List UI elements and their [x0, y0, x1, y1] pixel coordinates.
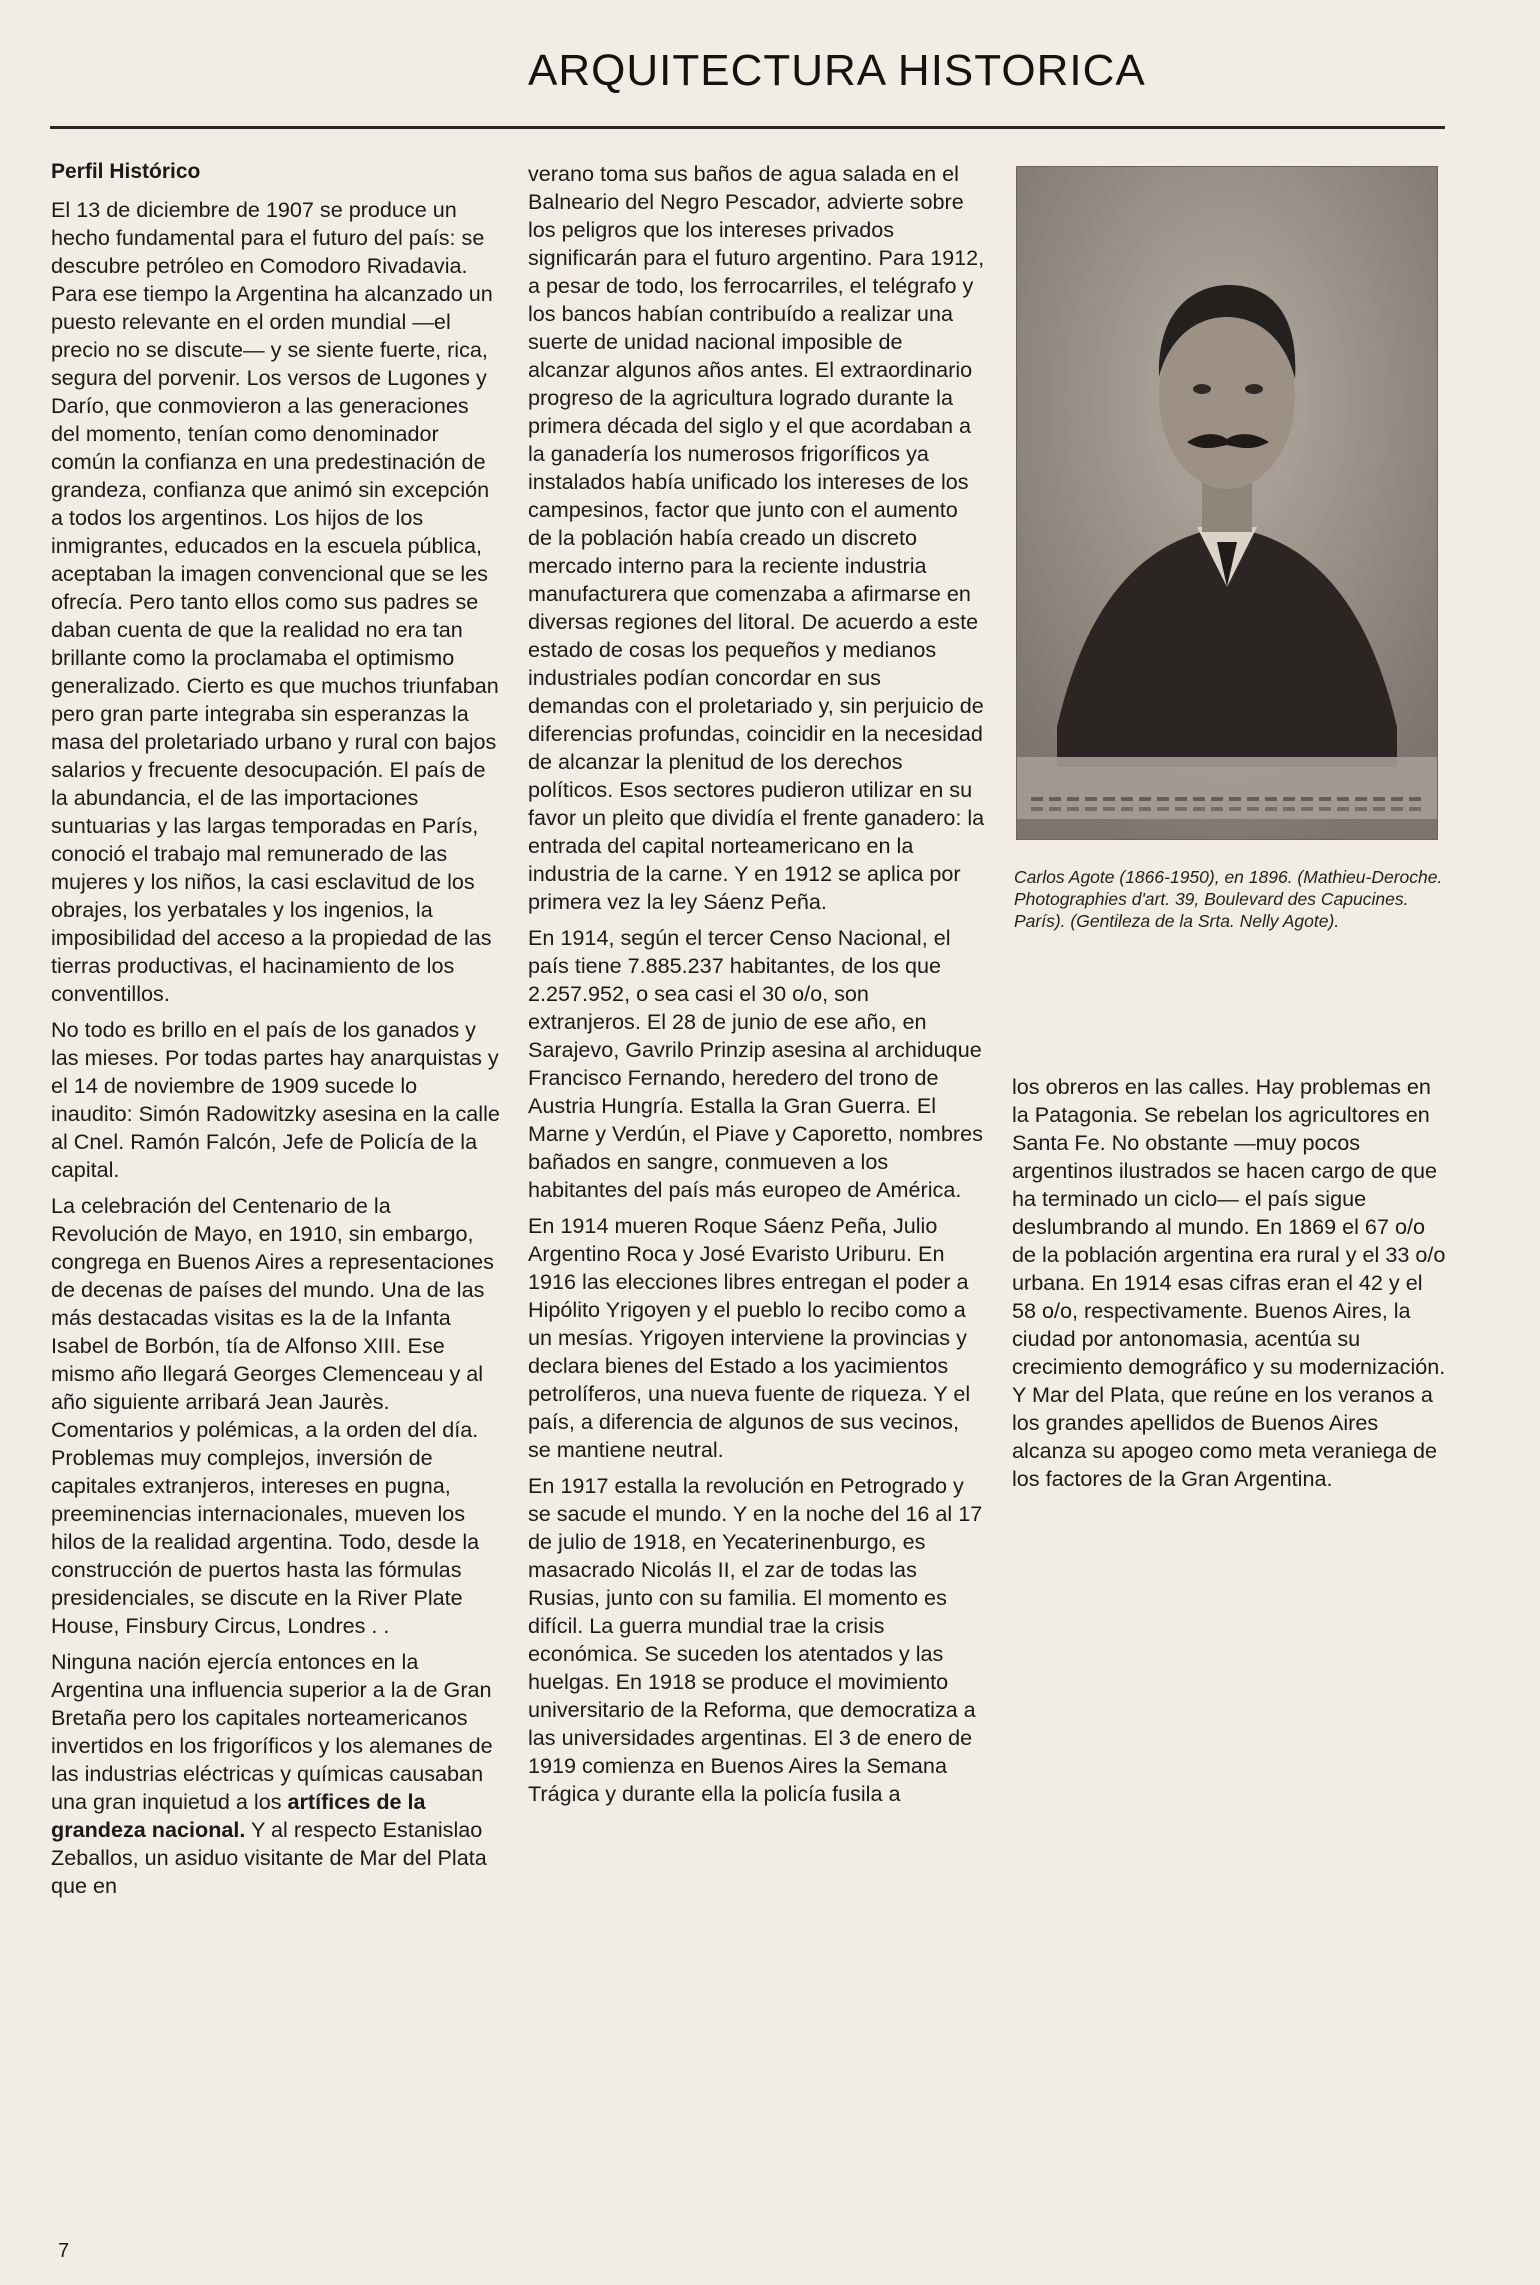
- paragraph: los obreros en las calles. Hay problemas en la Patagonia. Se rebelan los agricultores en Santa Fe. No obstante —muy pocos argentinos ilustrados se hacen cargo de que ha terminado un ciclo— el país sigue deslumbrando al mundo. En 1869 el 67 o/o de la población argentina era rural y el 33 o/o urbana. En 1914 esas cifras eran el 42 y el 58 o/o, respectivamente. Buenos Aires, la ciudad por antonomasia, acentúa su crecimiento demográfico y su modernización. Y Mar del Plata, que reúne en los veranos a los grandes apellidos de Buenos Aires alcanza su apogeo como meta veraniega de los factores de la Gran Argentina.: [1012, 1074, 1446, 1491]
- paragraph: No todo es brillo en el país de los ganados y las mieses. Por todas partes hay anarquistas y el 14 de noviembre de 1909 sucede lo inaudito: Simón Radowitzky asesina en la calle al Cnel. Ramón Falcón, Jefe de Policía de la capital.: [51, 1017, 500, 1182]
- paragraph-text: Y al respecto Estanislao Zeballos, un asiduo visitante de Mar del Plata que en: [51, 1817, 487, 1898]
- photo-caption: Carlos Agote (1866-1950), en 1896. (Mathieu-Deroche. Photographies d'art. 39, Boulevard des Capucines. París). (Gentileza de la Srta. Nelly Agote).: [1014, 867, 1443, 931]
- paragraph: El 13 de diciembre de 1907 se produce un hecho fundamental para el futuro del país: se descubre petróleo en Comodoro Rivadavia. Para ese tiempo la Argentina ha alcanzado un puesto relevante en el orden mundial —el precio no se discute— y se siente fuerte, rica, segura del porvenir. Los versos de Lugones y Darío, que conmovieron a las generaciones del momento, tenían como denominador común la confianza en una predestinación de grandeza, confianza que animó sin excepción a todos los argentinos. Los hijos de los inmigrantes, educados en la escuela pública, aceptaban la imagen convencional que se les ofrecía. Pero tanto ellos como sus padres se daban cuenta de que la realidad no era tan brillante como la proclamaba el optimismo generalizado. Cierto es que muchos triunfaban pero gran parte integraba sin esperanzas la masa del proletariado urbano y rural con bajos salarios y frecuente desocupación. El país de la abundancia, el de las importaciones suntuarias y las largas temporadas en París, conoció el trabajo mal remunerado de las mujeres y los niños, la casi esclavitud de los obrajes, los yerbatales y los ingenios, la imposibilidad del acceso a la propiedad de las tierras productivas, el hacinamiento de los conventillos.: [51, 197, 499, 1006]
- photo-imprint-line: [1031, 807, 1423, 811]
- article-column-3: [1012, 1073, 1450, 1501]
- paragraph: [51, 1648, 501, 1900]
- portrait-photo: [1016, 166, 1438, 840]
- paragraph-text: Ninguna nación ejercía entonces en la Argentina una influencia superior a la de Gran Bretaña pero los capitales norteamericanos invertidos en los frigoríficos y los alemanes de las industrias eléctricas y químicas causaban una gran inquietud a los: [51, 1649, 493, 1814]
- section-heading: Perfil Histórico: [51, 160, 201, 183]
- article-column-2: [528, 160, 986, 1816]
- header-divider: [50, 126, 1445, 129]
- portrait-illustration: [1017, 167, 1437, 839]
- page-number: 7: [58, 2240, 70, 2262]
- paragraph: En 1914 mueren Roque Sáenz Peña, Julio Argentino Roca y José Evaristo Uriburu. En 1916 las elecciones libres entregan el poder a Hipólito Yrigoyen y el pueblo lo recibo como a un mesías. Yrigoyen interviene la provincias y declara bienes del Estado a los yacimientos petrolíferos, una nueva fuente de riqueza. Y el país, a diferencia de algunos de sus vecinos, se mantiene neutral.: [528, 1213, 971, 1462]
- photo-imprint-line: [1031, 797, 1423, 801]
- emphasis-text: artífices de la grandeza nacional.: [51, 1789, 426, 1842]
- paragraph: En 1917 estalla la revolución en Petrogrado y se sacude el mundo. Y en la noche del 16 al 17 de julio de 1918, en Yecaterinenburgo, es masacrado Nicolás II, el zar de todas las Rusias, junto con su familia. El momento es difícil. La guerra mundial trae la crisis económica. Se suceden los atentados y las huelgas. En 1918 se produce el movimiento universitario de la Reforma, que democratiza a las universidades argentinas. El 3 de enero de 1919 comienza en Buenos Aires la Semana Trágica y durante ella la policía fusila a: [528, 1473, 983, 1806]
- paragraph: verano toma sus baños de agua salada en el Balneario del Negro Pescador, advierte sobre los peligros que los intereses privados significarán para el futuro argentino. Para 1912, a pesar de todo, los ferrocarriles, el telégrafo y los bancos habían contribuído a realizar una suerte de unidad nacional imposible de alcanzar algunos años antes. El extraordinario progreso de la agricultura logrado durante la primera década del siglo y el que acordaban a la ganadería los numerosos frigoríficos ya instalados había unificado los intereses de los campesinos, factor que junto con el aumento de la población había creado un discreto mercado interno para la reciente industria manufacturera que comenzaba a afirmarse en diversas regiones del litoral. De acuerdo a este estado de cosas los pequeños y medianos industriales podían concordar en sus demandas con el proletariado y, sin perjuicio de diferencias profundas, coincidir en la necesidad de alcanzar la plenitud de los derechos políticos. Esos sectores pudieron utilizar en su favor un pleito que dividía el frente ganadero: la entrada del capital norteamericano en la industria de la carne. Y en 1912 se aplica por primera vez la ley Sáenz Peña.: [528, 161, 985, 914]
- paragraph: La celebración del Centenario de la Revolución de Mayo, en 1910, sin embargo, congrega en Buenos Aires a representaciones de decenas de países del mundo. Una de las más destacadas visitas es la de la Infanta Isabel de Borbón, tía de Alfonso XIII. Ese mismo año llegará Georges Clemenceau y al año siguiente arribará Jean Jaurès. Comentarios y polémicas, a la orden del día. Problemas muy complejos, inversión de capitales extranjeros, intereses en pugna, preeminencias internacionales, mueven los hilos de la realidad argentina. Todo, desde la construcción de puertos hasta las fórmulas presidenciales, se discute en la River Plate House, Finsbury Circus, Londres . .: [51, 1193, 494, 1638]
- page-title: ARQUITECTURA HISTORICA: [528, 46, 1146, 95]
- article-column-1: [51, 158, 501, 1908]
- paragraph: En 1914, según el tercer Censo Nacional, el país tiene 7.885.237 habitantes, de los que 2.257.952, o sea casi el 30 o/o, son extranjeros. El 28 de junio de ese año, en Sarajevo, Gavrilo Prinzip asesina al archiduque Francisco Fernando, heredero del trono de Austria Hungría. Estalla la Gran Guerra. El Marne y Verdún, el Piave y Caporetto, nombres bañados en sangre, conmueven a los habitantes del país más europeo de América.: [528, 925, 983, 1202]
